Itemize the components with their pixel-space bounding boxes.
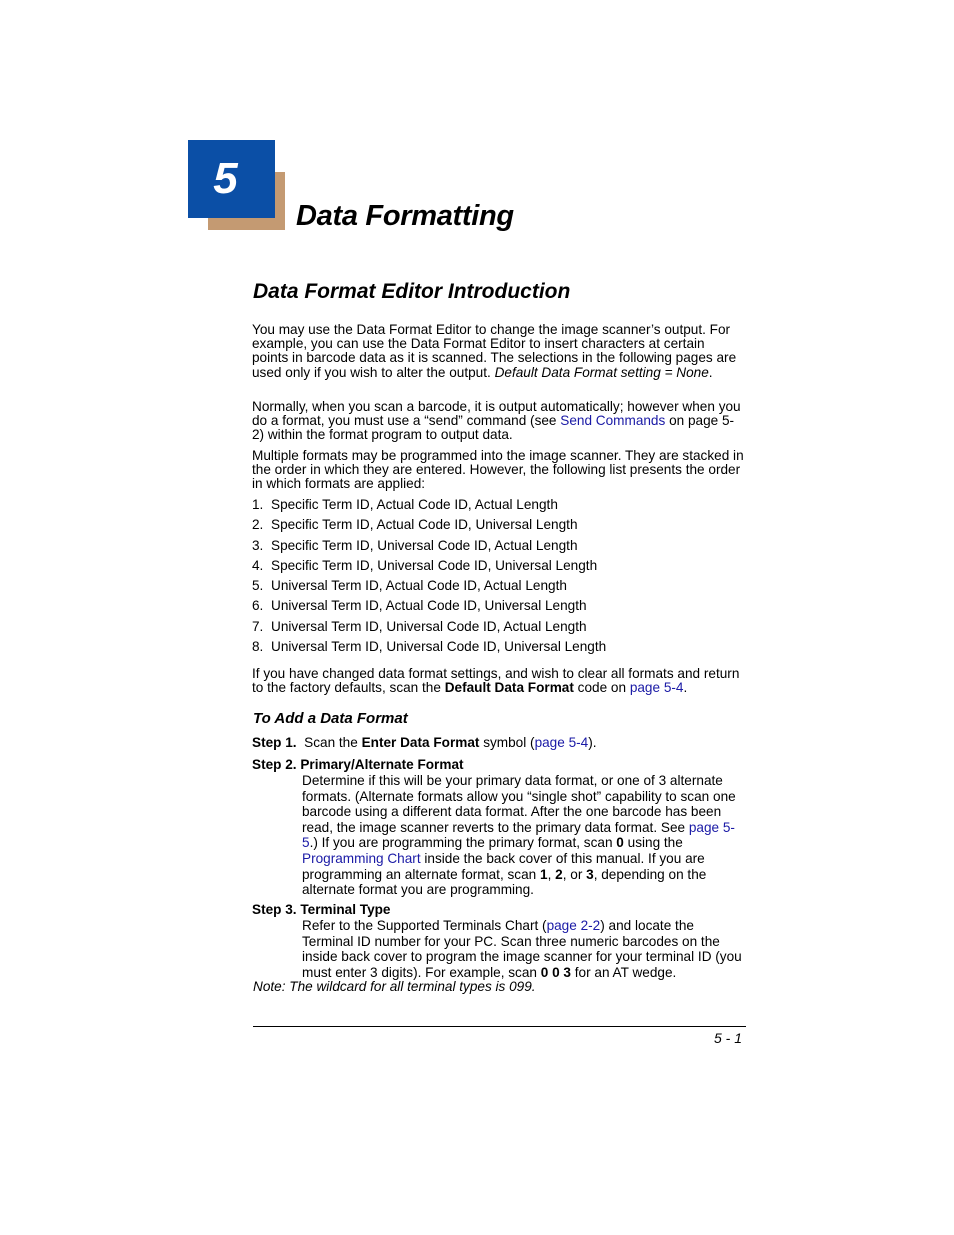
add-format-title: To Add a Data Format [253, 710, 408, 727]
wildcard-note: Note: The wildcard for all terminal types is 099. [253, 979, 536, 994]
step-3-body [302, 918, 742, 980]
intro-paragraph-2 [252, 400, 744, 443]
step-2-text-a: Determine if this will be your primary data format, or one of 3 alternate formats. (Alternate formats allow you “single shot” capability to scan one barcode using a different data format. After the one barcode has been read, the image scanner reverts to the primary data format. See [302, 773, 736, 835]
list-item [252, 556, 744, 576]
list-text: Universal Term ID, Actual Code ID, Actual Length [271, 578, 567, 594]
list-item [252, 637, 744, 657]
reset-text-a: If you have changed data format settings, and wish to clear all formats and return to the factory defaults, scan the [252, 666, 740, 696]
list-item [252, 617, 744, 637]
list-text: Universal Term ID, Universal Code ID, Universal Length [271, 639, 607, 655]
send-text-a: Normally, when you scan a barcode, it is output automatically; however when you do a format, you must use a “send” command (see [252, 399, 741, 429]
digit-3: 3 [586, 866, 594, 882]
send-text-b: on page 5-2) within the format program to output data. [252, 413, 735, 443]
page-5-5-link[interactable]: page 5-5 [302, 819, 735, 851]
list-text: Specific Term ID, Universal Code ID, Universal Length [271, 557, 598, 573]
step-1-label: Step 1. [252, 735, 297, 750]
list-text: Specific Term ID, Actual Code ID, Actual Length [271, 497, 558, 512]
step-2-text-c: using the [623, 835, 683, 851]
list-number: 6. [252, 598, 264, 614]
step-1-text-a: Scan the [304, 735, 362, 750]
list-number: 4. [252, 557, 264, 573]
default-data-format-label: Default Data Format [444, 680, 574, 696]
step-3-label: Step 3. Terminal Type [252, 902, 391, 917]
send-commands-link[interactable]: Send Commands [560, 413, 666, 429]
step-2-text-g: , depending on the alternate format you are programming. [302, 866, 707, 898]
list-text: Universal Term ID, Universal Code ID, Actual Length [271, 618, 587, 634]
step-1-text-b: symbol ( [479, 735, 535, 750]
step-3-heading [252, 902, 391, 917]
list-number: 1. [252, 497, 264, 512]
page-number: 5 - 1 [713, 1030, 742, 1046]
digit-0: 0 [616, 835, 624, 851]
intro-text: You may use the Data Format Editor to change the image scanner’s output. For example, you can use the Data Format Editor to insert characters at certain points in barcode data as it is scanned. The selections in the following pages are used only if you wish to alter the output. [252, 322, 737, 380]
default-setting-text: Default Data Format setting = None [494, 364, 709, 380]
list-item [252, 576, 744, 596]
step-1-text-c: ). [588, 735, 597, 750]
step-1 [252, 735, 597, 750]
list-number: 3. [252, 537, 264, 553]
example-digits: 0 0 3 [540, 964, 571, 980]
step-3-text-c: for an AT wedge. [570, 964, 677, 980]
digit-1: 1 [540, 866, 548, 882]
list-item [252, 495, 744, 515]
chapter-title: Data Formatting [296, 200, 514, 232]
list-item [252, 536, 744, 556]
intro-paragraph-1 [252, 323, 744, 380]
page-5-4-link[interactable]: page 5-4 [629, 680, 684, 696]
format-order-list [252, 495, 744, 657]
footer-rule [253, 1026, 746, 1027]
step-2-text-d: inside the back cover of this manual. If you are programming an alternate format, scan [302, 850, 705, 882]
step-2-body [302, 773, 742, 898]
step-2-text-e: , [547, 866, 556, 882]
step-2-text-f: , or [562, 866, 587, 882]
chapter-number: 5 [213, 154, 238, 203]
list-text: Specific Term ID, Universal Code ID, Actual Length [271, 537, 578, 553]
digit-2: 2 [555, 866, 563, 882]
list-text: Specific Term ID, Actual Code ID, Universal Length [271, 517, 578, 533]
step-2-label: Step 2. Primary/Alternate Format [252, 757, 464, 772]
list-number: 2. [252, 517, 264, 533]
section-title: Data Format Editor Introduction [253, 280, 571, 303]
list-number: 7. [252, 618, 264, 634]
list-number: 5. [252, 578, 264, 594]
step-1-page-link[interactable]: page 5-4 [534, 735, 589, 750]
list-item [252, 515, 744, 535]
reset-text-b: code on [573, 680, 630, 696]
list-item [252, 596, 744, 616]
list-number: 8. [252, 639, 264, 655]
programming-chart-link[interactable]: Programming Chart [302, 850, 421, 866]
intro-paragraph-3: Multiple formats may be programmed into the image scanner. They are stacked in the order in which they are entered. However, the following list presents the order in which formats are applied: [252, 448, 744, 492]
reset-text-c: . [683, 680, 688, 696]
list-text: Universal Term ID, Actual Code ID, Universal Length [271, 598, 587, 614]
intro-period: . [708, 364, 713, 380]
enter-data-format-label: Enter Data Format [361, 735, 480, 750]
page-2-2-link[interactable]: page 2-2 [546, 918, 601, 933]
step-3-text-a: Refer to the Supported Terminals Chart ( [302, 918, 547, 933]
step-2-text-b: .) If you are programming the primary format, scan [309, 835, 617, 851]
step-2-heading [252, 757, 464, 772]
reset-paragraph [252, 667, 744, 695]
step-3-text-b: ) and locate the Terminal ID number for your PC. Scan three numeric barcodes on the inside back cover to program the image scanner for your terminal ID (you must enter 3 digits). For example, scan [302, 918, 742, 980]
